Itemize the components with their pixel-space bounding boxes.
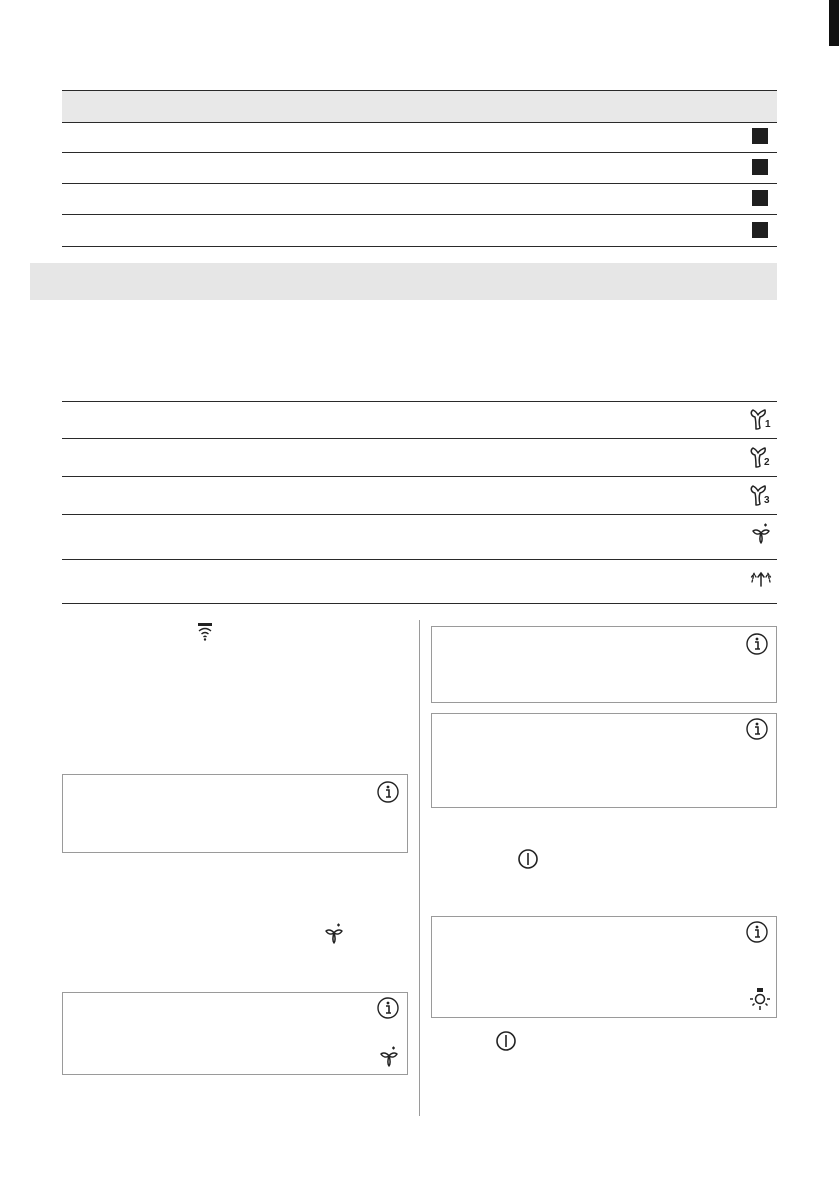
fan-table-top-rule: [62, 401, 777, 402]
fan-boost-icon: [377, 1045, 401, 1069]
table-row-square-marker: [752, 222, 768, 238]
info-note-box: [431, 916, 777, 1018]
info-icon: [746, 921, 768, 943]
breeze-icon: [747, 566, 775, 590]
fan-speed-3-icon: [747, 483, 775, 509]
fan-table-rule: [62, 438, 777, 439]
fan-table-bottom-rule: [62, 603, 777, 604]
top-table-bottom-rule: [62, 246, 777, 247]
top-table-header: [62, 90, 777, 122]
info-note-box: [62, 774, 408, 853]
power-icon: [495, 1030, 517, 1052]
fan-table-rule: [62, 476, 777, 477]
hob2hood-wifi-icon: [195, 622, 215, 642]
fan-speed-label: 2: [764, 457, 770, 468]
fan-table-rule: [62, 559, 777, 560]
info-note-box: [431, 713, 777, 808]
fan-boost-icon: [322, 922, 346, 946]
info-icon: [377, 997, 399, 1019]
table-row-square-marker: [752, 190, 768, 206]
fan-speed-label: 3: [764, 495, 770, 506]
fan-speed-2-icon: [747, 445, 775, 471]
table-row-square-marker: [752, 128, 768, 144]
fan-table-rule: [62, 514, 777, 515]
top-table-top-rule: [62, 90, 777, 91]
info-note-box: [62, 992, 408, 1075]
fan-boost-icon: [749, 522, 773, 546]
power-icon: [517, 848, 539, 870]
top-table-rule: [62, 122, 777, 123]
top-table-rule: [62, 183, 777, 184]
fan-speed-label: 1: [765, 419, 771, 430]
page-edge-tab: [829, 0, 839, 46]
top-table-rule: [62, 152, 777, 153]
info-icon: [746, 633, 768, 655]
top-table-rule: [62, 214, 777, 215]
table-row-square-marker: [752, 159, 768, 175]
column-divider: [419, 620, 420, 1116]
info-note-box: [431, 626, 777, 703]
light-icon: [748, 987, 772, 1011]
info-icon: [377, 781, 399, 803]
info-icon: [746, 718, 768, 740]
section-heading-band: [30, 263, 777, 300]
